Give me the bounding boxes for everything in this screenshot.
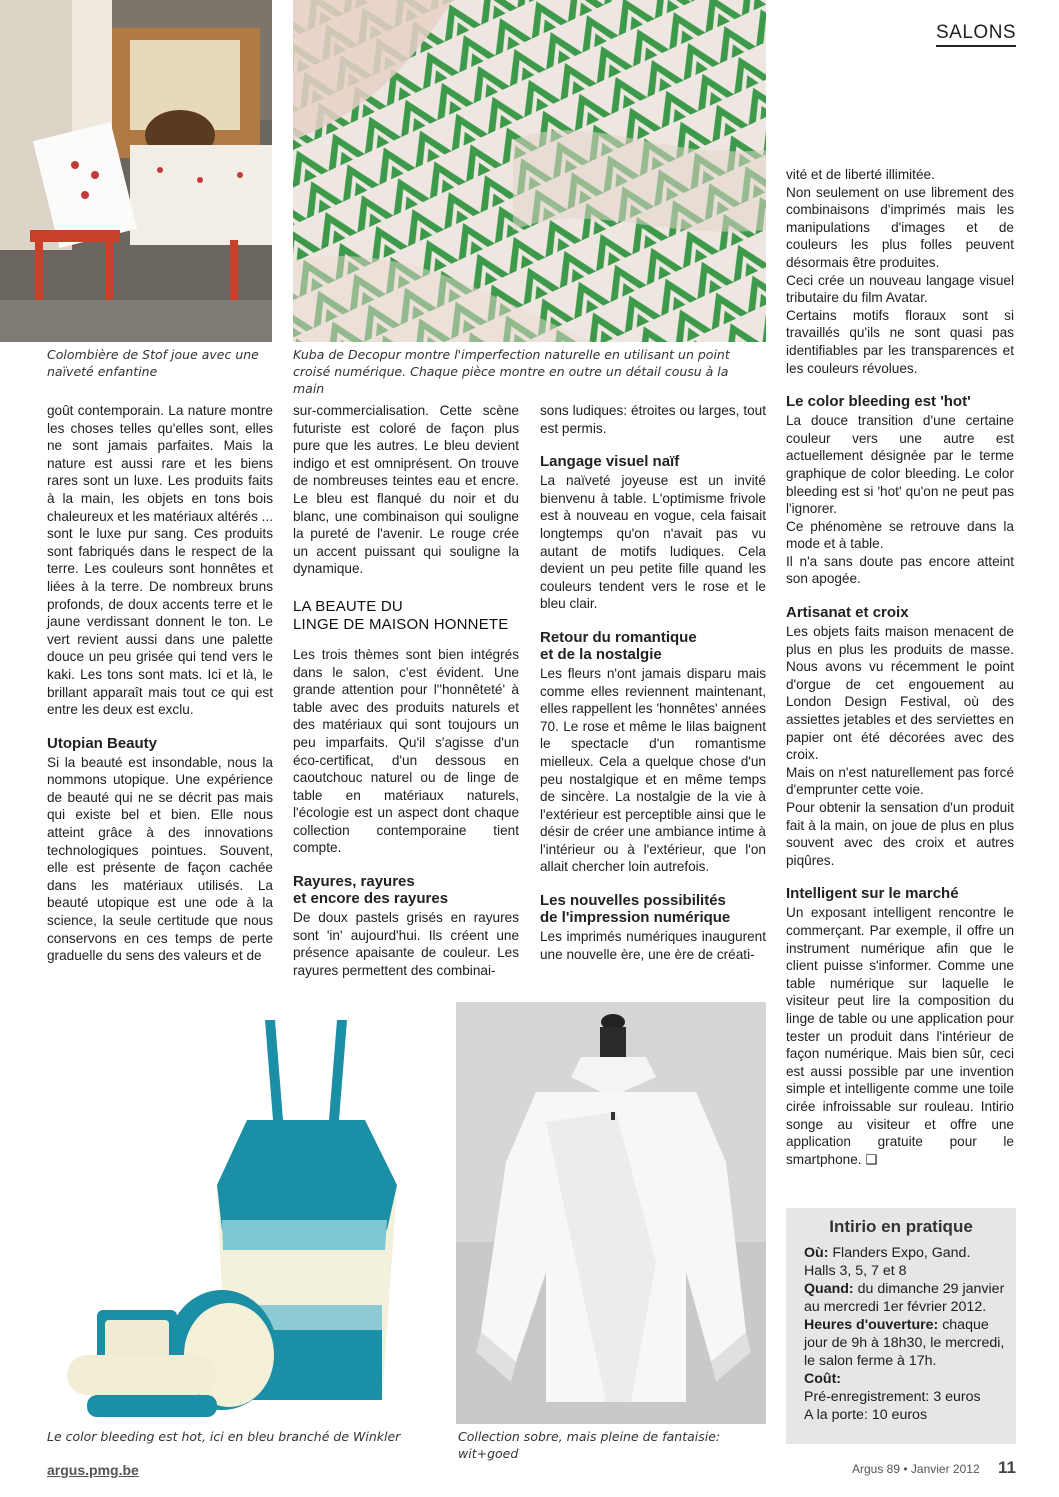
caption-kuba: Kuba de Decopur montre l'imperfection naturelle en utilisant un point croisé numérique. Chaque pièce montre en outre un détail cousu à la main (293, 347, 730, 396)
heading-retour-romantique (540, 629, 766, 663)
col4-paragraph: Les objets faits maison menacent de plus en plus les produits de masse. Nous avons vu récemment le point d'orgue de cet engouement au London Design Festival, où des assiettes jetables et des serviettes en papier ont été décorées avec des croix. (786, 624, 1014, 763)
heading-beaute-linge (293, 598, 519, 634)
col4-paragraph: vité et de liberté illimitée. (786, 167, 935, 182)
info-halls: Halls 3, 5, 7 et 8 (804, 1263, 907, 1279)
col4-paragraph: Mais on n'est naturellement pas forcé d'emprunter cette voie. (786, 764, 1014, 798)
heading-beaute-line-2: LINGE DE MAISON HONNETE (293, 615, 509, 633)
heading-retour-line-1: Retour du romantique (540, 628, 697, 646)
heading-langage-visuel: Langage visuel naïf (540, 453, 680, 471)
heading-rayures (293, 873, 519, 907)
info-cost-preregistration: Pré-enregistrement: 3 euros (804, 1389, 981, 1405)
col4-paragraph: Certains motifs floraux sont si travaillés qu'ils ne sont quasi pas identifiables par les transparences et les couleurs révolues. (786, 307, 1014, 376)
info-cost-label (796, 1370, 1006, 1388)
column-3 (540, 402, 766, 963)
col2-paragraph: sur-commercialisation. Cette scène futuriste est coloré de façon plus pure que les autres. Le bleu devient indigo et est omniprésent. On trouve de nombreuses teintes eau et encre. Le bleu est flanqué du noir et du blanc, une combinaison qui souligne la pureté de l'avenir. Le rouge crée un accent puissant qui souligne la dynamique. (293, 403, 519, 577)
col1-paragraph: Si la beauté est insondable, nous la nommons utopique. Une expérience de beauté qui ne se décrit pas mais qui existe bel et bien. Elle nous atteint grâce à des innovations technologiques pointues. Souvent, elle est présente de façon cachée dans les matériaux utilisés. La beauté utopique est une ode à la science, la seule certitude que nous conservons en ces temps de perte graduelle du sens des valeurs et de (47, 754, 273, 964)
col4-paragraph (786, 904, 1014, 1168)
info-cost-door: A la porte: 10 euros (804, 1407, 928, 1423)
col4-paragraph: Pour obtenir la sensation d'un produit fait à la main, on joue de plus en plus souvent avec des croix et autres piqûres. (786, 800, 1014, 868)
heading-intelligent-marche: Intelligent sur le marché (786, 885, 959, 903)
heading-color-bleeding: Le color bleeding est 'hot' (786, 393, 971, 411)
heading-retour-line-2: et de la nostalgie (540, 645, 662, 663)
section-label: SALONS (936, 22, 1016, 47)
col4-paragraph: La douce transition d'une certaine couleur vers une autre est actuellement désignée par le terme graphique de color bleeding. Le color bleeding est si 'hot' qu'on ne peut pas l'ignorer. (786, 413, 1014, 517)
heading-nouvelles-possibilites (540, 892, 766, 926)
photo-winkler-apron (47, 1010, 437, 1420)
caption-witgoed: Collection sobre, mais pleine de fantaisie: wit+goed (458, 1429, 721, 1461)
col3-paragraph: sons ludiques: étroites ou larges, tout est permis. (540, 403, 766, 436)
col4-closing-text: Un exposant intelligent rencontre le commerçant. Par exemple, il offre un instrument numérique afin que le client puisse s'informer. Comme une table numérique sur laquelle le visiteur peut lire la composition du linge de table ou une application pour tester un produit dans l'intérieur de façon numérique. Mais bien sûr, ceci est aussi possible par une invention simple et intelligente comme une toile cirée infroissable sur rouleau. Intirio songe au visiteur et offre une application gratuite pour le smartphone. (786, 905, 1014, 1167)
info-when-label: Quand: (804, 1281, 854, 1297)
column-2 (293, 402, 519, 979)
photo-colombiere (0, 0, 272, 342)
col1-paragraph: goût contemporain. La nature montre les choses telles qu'elles sont, elles ne sont jamais parfaites. Mais la nature est aussi rare et les biens rares sont un luxe. Les produits faits à la main, les objets en tons bois chaleureux et les matériaux altérés ... sont le luxe pur sang. Ces produits sont fabriqués dans le respect de la terre. Les couleurs sont honnêtes et liées à la terre. De nombreux bruns profonds, de doux accents terre et le jaune verdissant donnent le ton. Le vert revient aussi dans une palette douce un peu grisée qui tend vers le kaki. Les tons sont mats. Ici et là, le brillant apparaît mais tout ce qui est entre les deux est exclu. (47, 403, 273, 718)
info-where-label: Où: (804, 1245, 829, 1261)
heading-beaute-line-1: LA BEAUTE DU (293, 597, 403, 615)
info-box-title: Intirio en pratique (829, 1217, 973, 1236)
info-where (796, 1244, 1006, 1262)
caption-colombiere: Colombière de Stof joue avec une naïveté enfantine (47, 347, 259, 379)
info-box-intirio (786, 1208, 1016, 1444)
heading-utopian-beauty: Utopian Beauty (47, 734, 158, 752)
info-cost-label-text: Coût: (804, 1371, 842, 1387)
col4-paragraph: Il n'a sans doute pas encore atteint son apogée. (786, 553, 1014, 587)
col4-paragraph: Ce phénomène se retrouve dans la mode et à table. (786, 518, 1014, 552)
heading-rayures-line-1: Rayures, rayures (293, 873, 415, 891)
caption-winkler: Le color bleeding est hot, ici en bleu branché de Winkler (47, 1429, 401, 1444)
col2-paragraph: Les trois thèmes sont bien intégrés dans le salon, c'est évident. Une grande attention pour l''honnêteté' à table avec des produits naturels et des matériaux qui sont toujours un peu imparfaits. Qu'il s'agisse d'un éco-certificat, d'un dessous en caoutchouc naturel ou de linge de table en matériaux naturels, l'écologie est un aspect dont chaque collection contemporaine tient compte. (293, 646, 519, 856)
column-1 (47, 402, 273, 965)
photo-witgoed-shirt (456, 1002, 766, 1424)
end-mark-icon: ❑ (865, 1151, 878, 1167)
page-number: 11 (998, 1458, 1016, 1477)
info-hours-label: Heures d'ouverture: (804, 1317, 939, 1333)
heading-artisanat-croix: Artisanat et croix (786, 604, 909, 622)
info-where-value: Flanders Expo, Gand. (828, 1245, 971, 1261)
col3-paragraph: Les imprimés numériques inaugurent une nouvelle ère, une ère de créati- (540, 929, 766, 962)
info-hours-value: chaque jour de 9h à 18h30, le mercredi, le salon ferme à 17h. (804, 1317, 1005, 1369)
col2-paragraph: De doux pastels grisés en rayures sont 'in' aujourd'hui. Ils créent une présence apaisante de couleur. Les rayures permettent des combinai- (293, 910, 519, 978)
heading-nouvelles-line-1: Les nouvelles possibilités (540, 892, 726, 910)
col3-paragraph: La naïveté joyeuse est un invité bienvenu à table. L'optimisme frivole est à nouveau en vogue, cela faisait longtemps qu'on n'avait pas vu autant de motifs ludiques. Cela devient un peu petite fille quand les couleurs tendent vers le rose et le bleu clair. (540, 473, 766, 612)
heading-rayures-line-2: et encore des rayures (293, 890, 449, 908)
footer-site-link[interactable]: argus.pmg.be (47, 1462, 139, 1478)
footer-issue: Argus 89 • Janvier 2012 (852, 1462, 980, 1476)
col3-paragraph: Les fleurs n'ont jamais disparu mais comme elles reviennent maintenant, elles rappellent les 'honnêtes' années 70. Le rose et même le lilas baignent le spectacle d'un romantisme mielleux. Cela a quelque chose d'un peu nostalgique et en même temps de sincère. La nostalgie de la vie à l'extérieur est perceptible ainsi que le désir de créer une ambiance intime à l'intérieur ou à l'extérieur, que l'on allait chercher loin autrefois. (540, 665, 766, 875)
info-when-value: du dimanche 29 janvier au mercredi 1er février 2012. (804, 1281, 1005, 1315)
info-hours (796, 1316, 1006, 1370)
heading-nouvelles-line-2: de l'impression numérique (540, 909, 731, 927)
col4-paragraph: Ceci crée un nouveau langage visuel tributaire du film Avatar. (786, 272, 1014, 306)
column-4 (786, 166, 1014, 1168)
col4-paragraph: Non seulement on use librement des combinaisons d'imprimés mais les manipulations d'images et de couleurs les plus folles peuvent désormais être produites. (786, 184, 1014, 270)
photo-kuba-fabric (293, 0, 766, 342)
info-when (796, 1280, 1006, 1316)
